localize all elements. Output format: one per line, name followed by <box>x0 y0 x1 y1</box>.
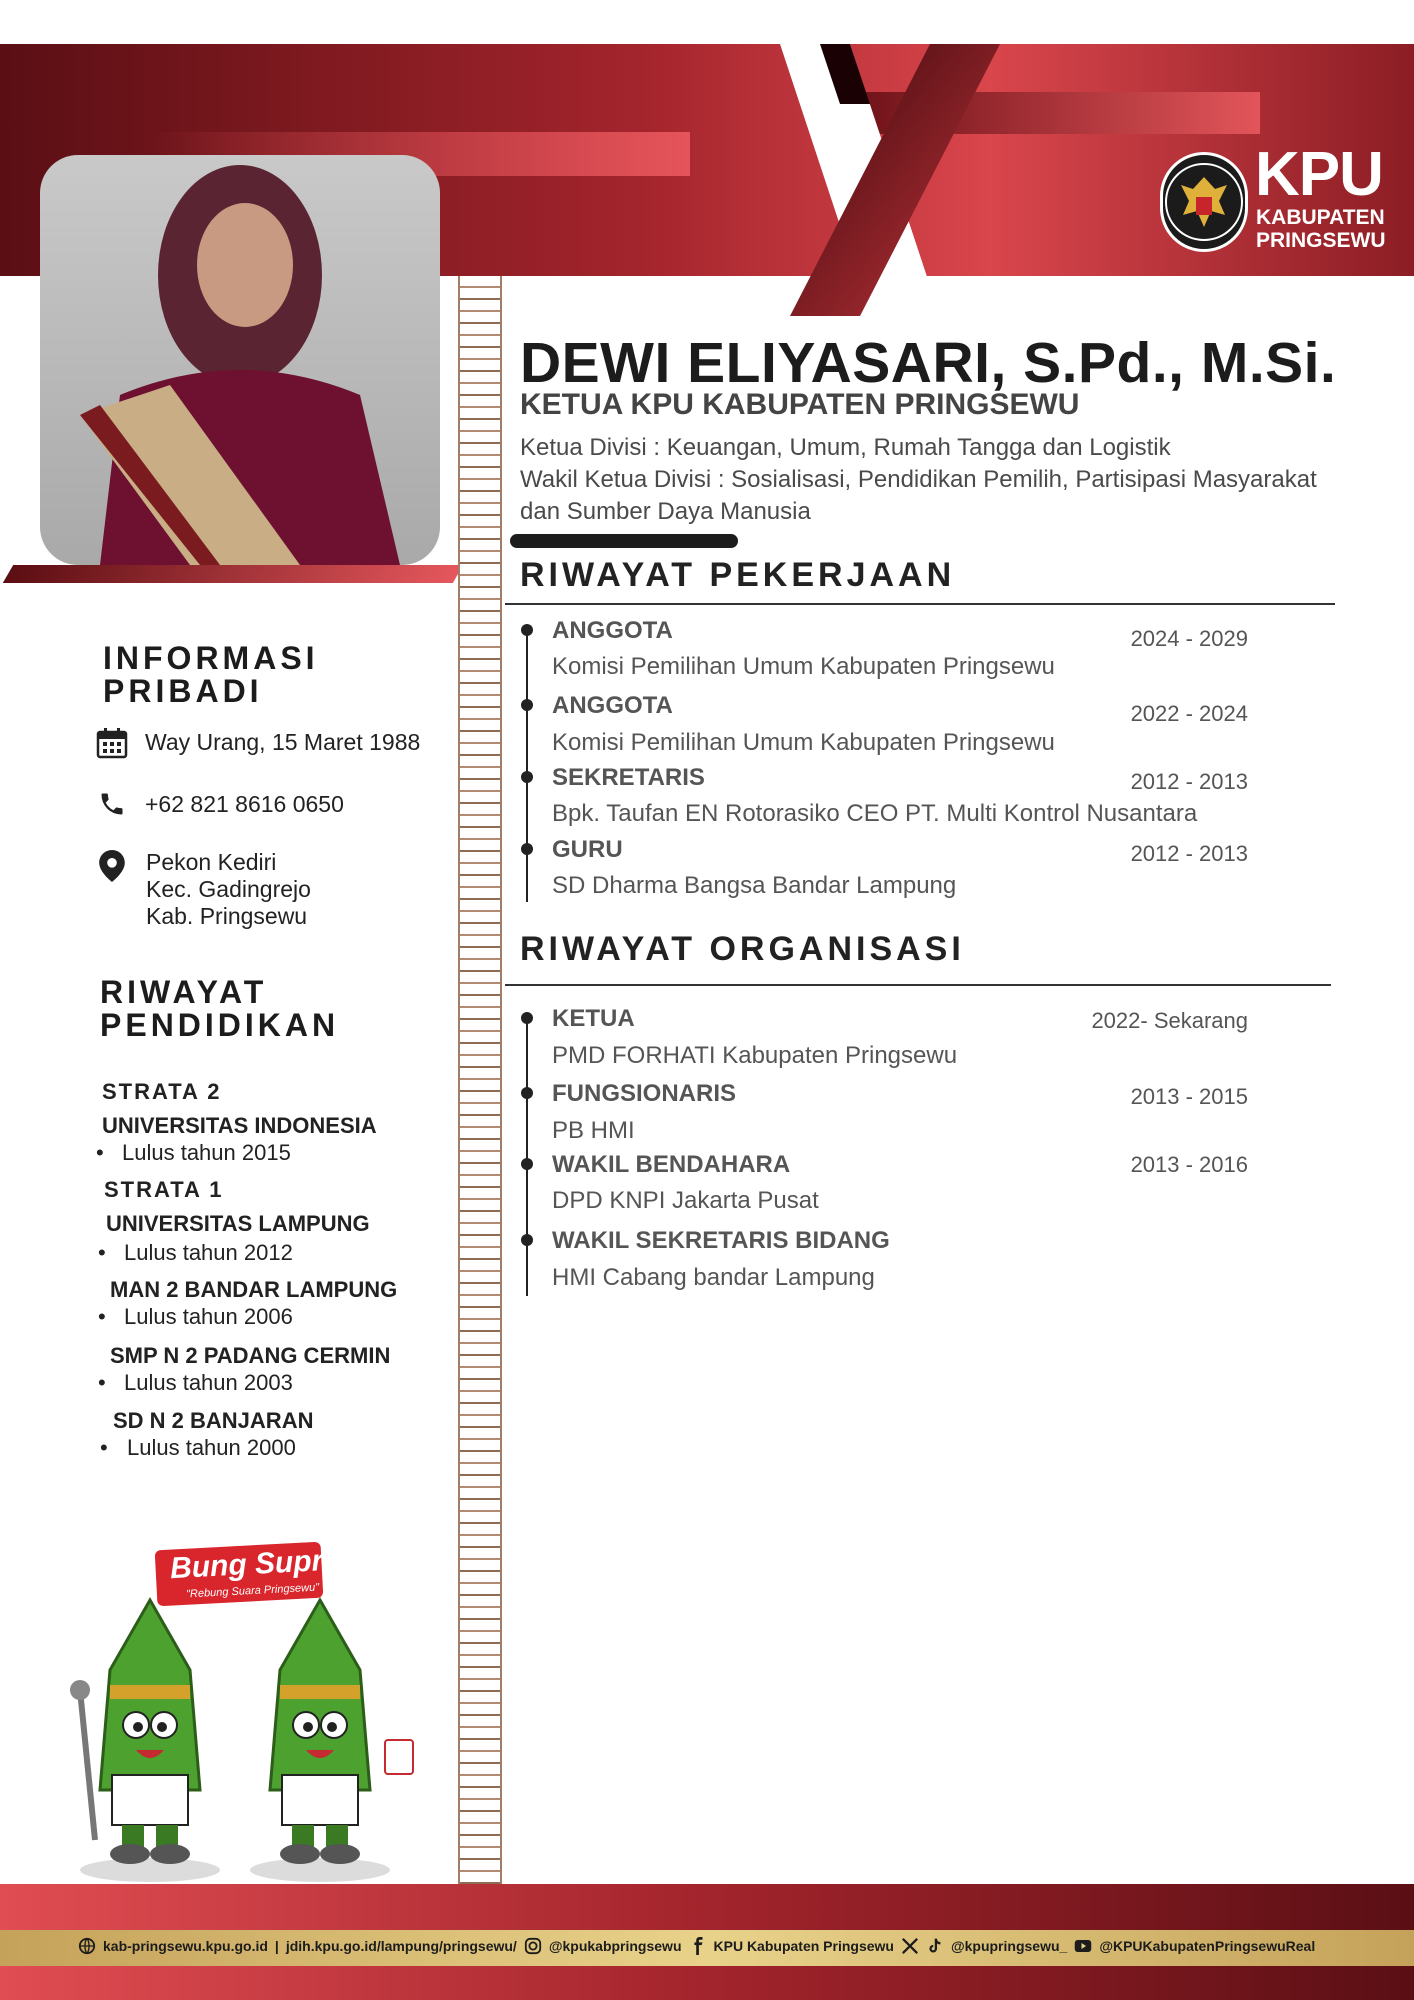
globe-icon <box>78 1937 96 1955</box>
job-title: GURU <box>552 836 623 863</box>
edu-grad: Lulus tahun 2006 <box>124 1304 293 1329</box>
footer-band <box>0 1884 1414 1930</box>
instagram-handle[interactable]: @kpukabpringsewu <box>548 1938 682 1954</box>
youtube-icon <box>1074 1937 1092 1955</box>
org-name: HMI Cabang bandar Lampung <box>552 1264 875 1291</box>
separator: | <box>274 1938 279 1954</box>
footer-band <box>0 1966 1414 2000</box>
edu-school: MAN 2 BANDAR LAMPUNG <box>110 1277 398 1302</box>
timeline-dot <box>521 699 533 711</box>
person-role: KETUA KPU KABUPATEN PRINGSEWU <box>520 388 1080 421</box>
x-tiktok-handle[interactable]: @kpupringsewu_ <box>950 1938 1068 1954</box>
org-name: PB HMI <box>552 1117 635 1144</box>
photo-underline <box>3 565 463 583</box>
org-title: KETUA <box>552 1005 635 1032</box>
job-years: 2024 - 2029 <box>1130 626 1248 651</box>
edu-grad: Lulus tahun 2012 <box>124 1240 293 1265</box>
bullet: • <box>98 1240 106 1265</box>
edu-grad: Lulus tahun 2015 <box>122 1140 291 1165</box>
kpu-logo-subtitle: KABUPATEN PRINGSEWU <box>1256 206 1386 252</box>
work-history-title: RIWAYAT PEKERJAAN <box>520 556 956 594</box>
work-timeline <box>526 628 528 902</box>
x-decoration <box>760 44 1040 316</box>
accent-bar <box>510 534 738 548</box>
job-years: 2012 - 2013 <box>1130 841 1248 866</box>
profile-photo <box>40 155 440 565</box>
edu-school: UNIVERSITAS INDONESIA <box>102 1113 377 1138</box>
organization-timeline <box>526 1016 528 1296</box>
calendar-icon <box>96 727 128 759</box>
org-name: PMD FORHATI Kabupaten Pringsewu <box>552 1042 958 1069</box>
job-org: Komisi Pemilihan Umum Kabupaten Pringsewu <box>552 653 1055 680</box>
bullet: • <box>98 1370 106 1395</box>
instagram-icon <box>524 1937 542 1955</box>
edu-school: SD N 2 BANJARAN <box>113 1408 314 1433</box>
mascot-badge-subtitle: "Rebung Suara Pringsewu" <box>185 1581 320 1601</box>
person-name: DEWI ELIYASARI, S.Pd., M.Si. <box>520 331 1337 395</box>
jdih-link[interactable]: jdih.kpu.go.id/lampung/pringsewu/ <box>285 1938 517 1954</box>
edu-level: STRATA 2 <box>102 1079 222 1104</box>
edu-grad: Lulus tahun 2003 <box>124 1370 293 1395</box>
timeline-dot <box>521 1234 533 1246</box>
job-title: ANGGOTA <box>552 617 673 644</box>
bullet: • <box>98 1304 106 1329</box>
youtube-channel[interactable]: @KPUKabupatenPringsewuReal <box>1099 1938 1316 1954</box>
birth-info: Way Urang, 15 Maret 1988 <box>145 729 421 755</box>
org-years: 2022- Sekarang <box>1091 1008 1248 1033</box>
section-divider <box>505 984 1331 986</box>
footer-links <box>78 1937 1315 1955</box>
job-years: 2012 - 2013 <box>1130 769 1248 794</box>
mascot-illustration <box>40 1590 430 1890</box>
job-years: 2022 - 2024 <box>1130 701 1248 726</box>
mascot-badge-title: Bung Supri <box>169 1543 333 1586</box>
edu-school: UNIVERSITAS LAMPUNG <box>106 1211 370 1236</box>
section-divider <box>505 603 1335 605</box>
timeline-dot <box>521 1158 533 1170</box>
x-icon <box>901 1937 919 1955</box>
personal-info-title: INFORMASI PRIBADI <box>103 640 319 709</box>
job-org: Bpk. Taufan EN Rotorasiko CEO PT. Multi Kontrol Nusantara <box>552 800 1198 827</box>
org-name: DPD KNPI Jakarta Pusat <box>552 1187 819 1214</box>
facebook-icon <box>689 1937 707 1955</box>
job-org: Komisi Pemilihan Umum Kabupaten Pringsewu <box>552 729 1055 756</box>
org-title: FUNGSIONARIS <box>552 1080 737 1107</box>
location-icon <box>99 850 125 882</box>
division-line: Ketua Divisi : Keuangan, Umum, Rumah Tangga dan Logistik <box>520 434 1171 461</box>
job-title: SEKRETARIS <box>552 764 705 791</box>
edu-school: SMP N 2 PADANG CERMIN <box>110 1343 391 1368</box>
org-years: 2013 - 2016 <box>1130 1152 1248 1177</box>
education-title: RIWAYAT PENDIDIKAN <box>100 974 340 1043</box>
job-title: ANGGOTA <box>552 692 673 719</box>
bullet: • <box>96 1140 104 1165</box>
kpu-emblem-icon <box>1160 152 1248 252</box>
timeline-dot <box>521 843 533 855</box>
phone-icon <box>98 790 126 818</box>
job-org: SD Dharma Bangsa Bandar Lampung <box>552 872 957 899</box>
phone-number: +62 821 8616 0650 <box>145 791 344 817</box>
division-line: dan Sumber Daya Manusia <box>520 498 811 525</box>
organization-history-title: RIWAYAT ORGANISASI <box>520 930 965 968</box>
timeline-dot <box>521 1012 533 1024</box>
bullet: • <box>100 1435 108 1460</box>
address: Pekon Kediri Kec. Gadingrejo Kab. Pringsewu <box>146 849 311 929</box>
facebook-page[interactable]: KPU Kabupaten Pringsewu <box>713 1938 894 1954</box>
edu-level: STRATA 1 <box>104 1177 224 1202</box>
timeline-dot <box>521 624 533 636</box>
tiktok-icon <box>926 1937 944 1955</box>
ornament-divider <box>458 276 502 1884</box>
edu-grad: Lulus tahun 2000 <box>127 1435 296 1460</box>
website-link[interactable]: kab-pringsewu.kpu.go.id <box>103 1938 268 1954</box>
division-line: Wakil Ketua Divisi : Sosialisasi, Pendidikan Pemilih, Partisipasi Masyarakat <box>520 466 1317 493</box>
timeline-dot <box>521 1087 533 1099</box>
kpu-logo-text: KPU <box>1255 140 1383 209</box>
org-title: WAKIL SEKRETARIS BIDANG <box>552 1227 890 1254</box>
timeline-dot <box>521 771 533 783</box>
org-years: 2013 - 2015 <box>1130 1084 1248 1109</box>
top-margin <box>0 0 1414 44</box>
org-title: WAKIL BENDAHARA <box>552 1151 791 1178</box>
